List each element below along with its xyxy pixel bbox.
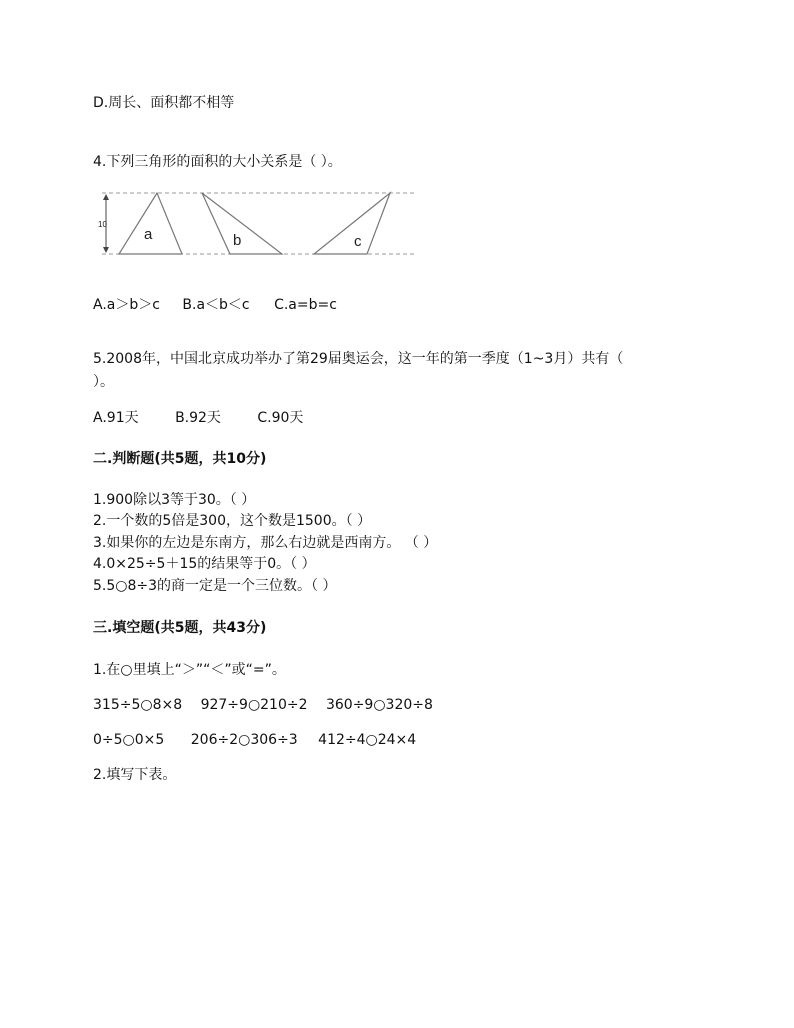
section3-heading: 三.填空题(共5题，共43分) — [93, 620, 267, 636]
compare-expr: 412÷4○24×4 — [318, 732, 417, 748]
compare-expr: 0÷5○0×5 — [93, 732, 165, 748]
q5-option-a: A.91天 — [93, 410, 139, 426]
q5-option-b: B.92天 — [175, 410, 221, 426]
q5-stem-line1: 5.2008年，中国北京成功举办了第29届奥运会，这一年的第一季度（1~3月）共有（ — [93, 351, 624, 367]
q5-stem-line2: ）。 — [93, 374, 114, 390]
compare-expr: 360÷9○320÷8 — [325, 697, 433, 713]
fill-q1-stem: 1.在○里填上“＞”“＜”或“=”。 — [93, 662, 286, 678]
triangle-c-label: c — [354, 233, 362, 250]
q4-options — [93, 296, 337, 314]
judge-item-3: 3.如果你的左边是东南方，那么右边就是西南方。 （ ） — [93, 535, 438, 551]
triangle-b-label: b — [233, 232, 242, 249]
section2-heading: 二.判断题(共5题，共10分) — [93, 451, 267, 467]
height-label: 10 — [98, 220, 107, 229]
q5-options — [93, 409, 303, 427]
q4-option-c: C.a=b=c — [274, 297, 337, 313]
triangle-c — [314, 193, 390, 254]
judge-item-5: 5.5○8÷3的商一定是一个三位数。（ ） — [93, 578, 337, 594]
q3-option-d: D.周长、面积都不相等 — [93, 95, 235, 111]
q4-option-b: B.a＜b＜c — [182, 297, 250, 313]
fill-q2-stem: 2.填写下表。 — [93, 767, 177, 783]
q5-option-c: C.90天 — [257, 410, 304, 426]
compare-expr: 315÷5○8×8 — [93, 697, 183, 713]
compare-expr: 927÷9○210÷2 — [200, 697, 308, 713]
triangle-a — [119, 193, 182, 254]
triangles-figure — [92, 184, 422, 264]
triangle-b — [202, 193, 282, 254]
judge-item-1: 1.900除以3等于30。（ ） — [93, 492, 256, 508]
fill-q1-row2 — [93, 731, 416, 749]
judge-item-2: 2.一个数的5倍是300，这个数是1500。（ ） — [93, 513, 372, 529]
q4-stem: 4.下列三角形的面积的大小关系是（ ）。 — [93, 154, 342, 170]
q4-option-a: A.a＞b＞c — [93, 297, 160, 313]
triangle-a-label: a — [144, 226, 153, 243]
compare-expr: 206÷2○306÷3 — [190, 732, 298, 748]
fill-q1-row1 — [93, 696, 433, 714]
judge-item-4: 4.0×25÷5＋15的结果等于0。（ ） — [93, 556, 316, 572]
